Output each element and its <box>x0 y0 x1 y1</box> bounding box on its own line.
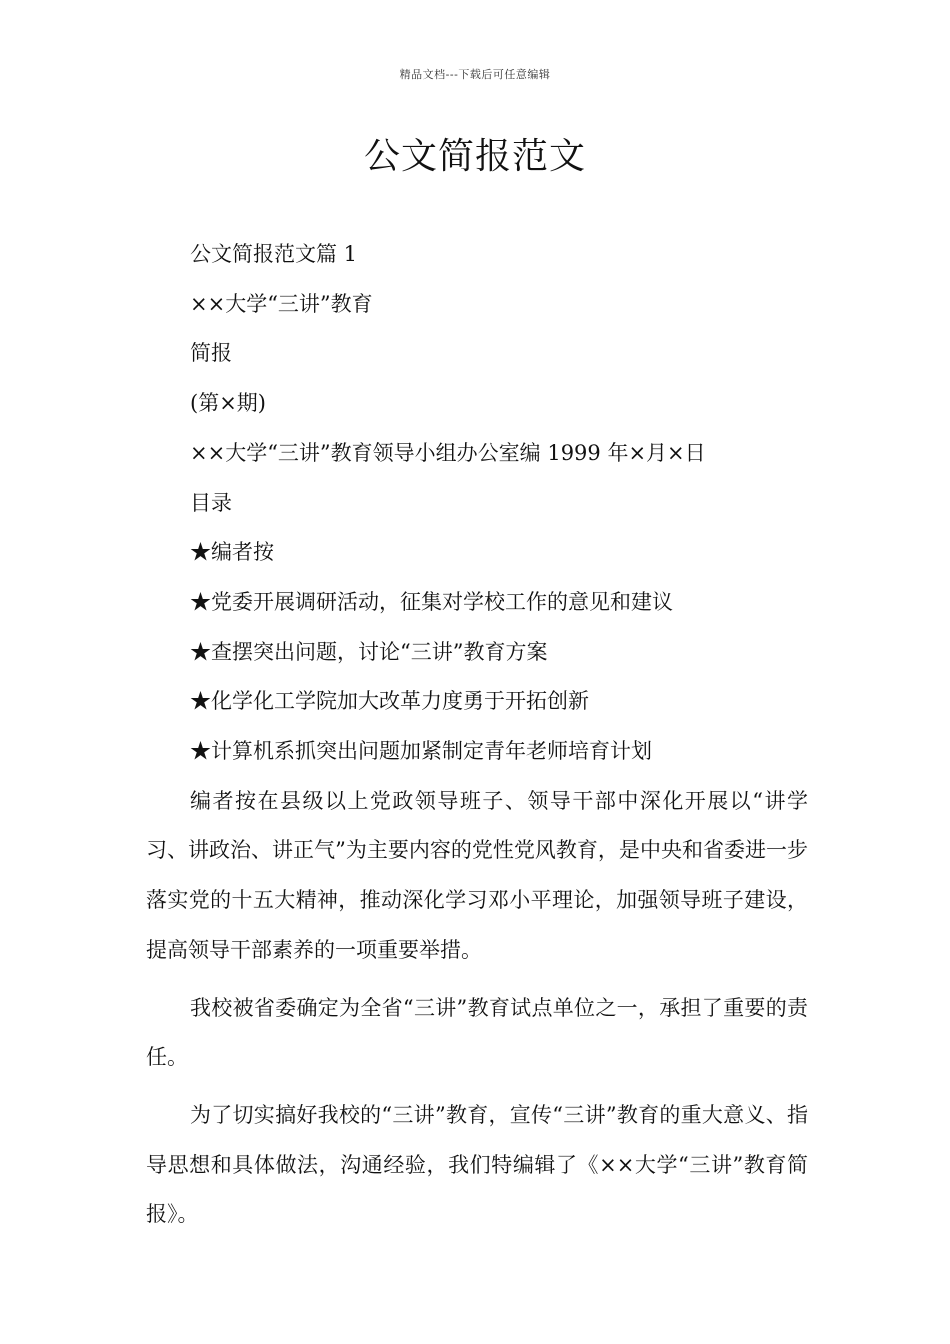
body-paragraph: 为了切实搞好我校的“三讲”教育，宣传“三讲”教育的重大意义、指导思想和具体做法，沟通经验，我们特编辑了《××大学“三讲”教育简报》。 <box>146 1102 808 1227</box>
contents-item: ★化学化工学院加大改革力度勇于开拓创新 <box>190 689 589 714</box>
body-paragraph: 编者按在县级以上党政领导班子、领导干部中深化开展以“讲学习、讲政治、讲正气”为主要内容的党性党风教育，是中央和省委进一步落实党的十五大精神，推动深化学习邓小平理论，加强领导班子建设，提高领导干部素养的一项重要举措。 <box>146 788 808 962</box>
issue-number: (第×期) <box>190 391 266 416</box>
document-title: 公文简报范文 <box>363 136 586 177</box>
bulletin-label: 简报 <box>190 341 232 366</box>
contents-item: ★查摆突出问题，讨论“三讲”教育方案 <box>190 639 548 664</box>
section-heading: 公文简报范文篇 1 <box>190 242 358 266</box>
bulletin-org: ××大学“三讲”教育 <box>190 291 373 316</box>
contents-item: ★编者按 <box>190 540 274 565</box>
contents-heading: 目录 <box>190 490 232 515</box>
document-body <box>146 230 808 1248</box>
header-note: 精品文档---下载后可任意编辑 <box>399 68 551 81</box>
editor-line: ××大学“三讲”教育领导小组办公室编 1999 年×月×日 <box>190 440 706 465</box>
contents-item: ★计算机系抓突出问题加紧制定青年老师培育计划 <box>190 739 652 764</box>
body-paragraph: 我校被省委确定为全省“三讲”教育试点单位之一，承担了重要的责任。 <box>146 995 808 1070</box>
contents-item: ★党委开展调研活动，征集对学校工作的意见和建议 <box>190 589 673 614</box>
